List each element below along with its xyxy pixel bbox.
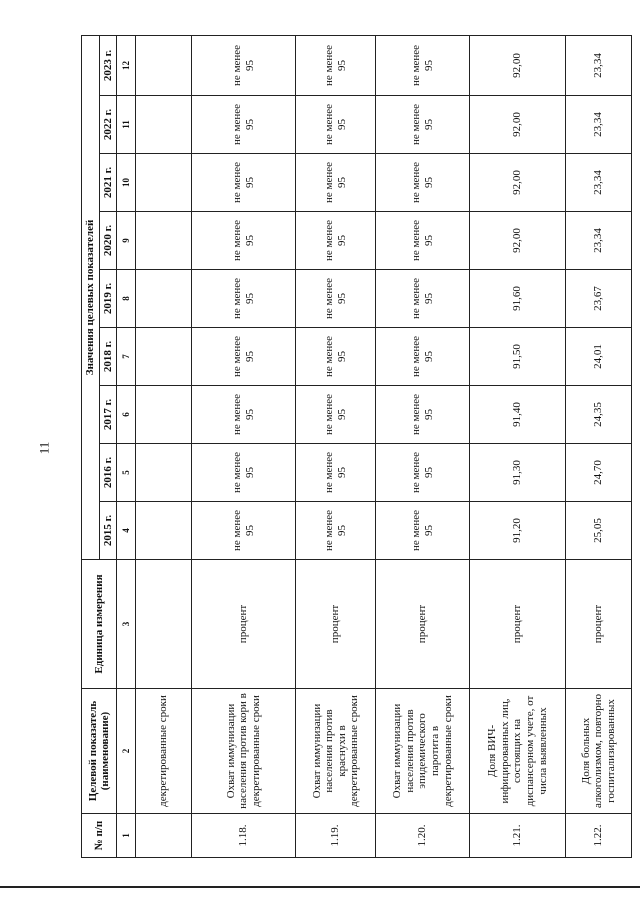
row-value: не менее 95 bbox=[296, 502, 376, 560]
row-value bbox=[136, 96, 192, 154]
header-unit: Единица измерения bbox=[82, 560, 117, 689]
row-value bbox=[136, 502, 192, 560]
row-num: 1.22. bbox=[566, 814, 632, 858]
row-value: не менее 95 bbox=[296, 154, 376, 212]
row-value: не менее 95 bbox=[376, 35, 470, 95]
row-name: Охват иммунизации населения против кори в декретированные сроки bbox=[192, 689, 296, 814]
row-name: Доля ВИЧ-инфицированных лиц, состоящих на диспансерном учете, от числа выявленных bbox=[470, 689, 566, 814]
row-value: не менее 95 bbox=[296, 270, 376, 328]
row-value: не менее 95 bbox=[376, 386, 470, 444]
row-unit: процент bbox=[376, 560, 470, 689]
row-num: 1.21. bbox=[470, 814, 566, 858]
row-value: не менее 95 bbox=[376, 502, 470, 560]
column-index: 7 bbox=[117, 328, 136, 386]
row-value: не менее 95 bbox=[192, 386, 296, 444]
rotated-table-container bbox=[81, 38, 618, 858]
row-value: 92,00 bbox=[470, 154, 566, 212]
row-value: не менее 95 bbox=[296, 328, 376, 386]
row-num: 1.20. bbox=[376, 814, 470, 858]
table-row bbox=[136, 35, 192, 857]
header-year: 2023 г. bbox=[99, 35, 117, 95]
header-year: 2019 г. bbox=[99, 270, 117, 328]
column-index: 10 bbox=[117, 154, 136, 212]
row-value: не менее 95 bbox=[376, 444, 470, 502]
row-unit bbox=[136, 560, 192, 689]
row-value: 24,35 bbox=[566, 386, 632, 444]
header-row-1 bbox=[82, 35, 100, 857]
header-num: № п/п bbox=[82, 814, 117, 858]
row-value: 92,00 bbox=[470, 212, 566, 270]
column-index: 3 bbox=[117, 560, 136, 689]
table-row bbox=[566, 35, 632, 857]
row-value: не менее 95 bbox=[296, 96, 376, 154]
row-value: не менее 95 bbox=[296, 35, 376, 95]
row-value: не менее 95 bbox=[192, 96, 296, 154]
row-value: не менее 95 bbox=[376, 328, 470, 386]
row-value: не менее 95 bbox=[296, 212, 376, 270]
row-value: не менее 95 bbox=[192, 35, 296, 95]
row-value: 92,00 bbox=[470, 96, 566, 154]
row-value: не менее 95 bbox=[192, 270, 296, 328]
row-value: 91,50 bbox=[470, 328, 566, 386]
row-value: 91,30 bbox=[470, 444, 566, 502]
row-value: 91,40 bbox=[470, 386, 566, 444]
row-name: декретированные сроки bbox=[136, 689, 192, 814]
column-index: 9 bbox=[117, 212, 136, 270]
row-value: не менее 95 bbox=[192, 502, 296, 560]
row-value: 23,34 bbox=[566, 96, 632, 154]
page-bottom-rule bbox=[0, 886, 640, 888]
target-indicators-table bbox=[81, 35, 632, 858]
row-unit: процент bbox=[470, 560, 566, 689]
header-indicator: Целевой показатель (наименование) bbox=[82, 689, 117, 814]
row-value bbox=[136, 444, 192, 502]
row-value: 25,05 bbox=[566, 502, 632, 560]
row-value: 24,01 bbox=[566, 328, 632, 386]
column-index: 2 bbox=[117, 689, 136, 814]
column-index: 11 bbox=[117, 96, 136, 154]
row-unit: процент bbox=[566, 560, 632, 689]
row-name: Охват иммунизации населения против краснухи в декретированные сроки bbox=[296, 689, 376, 814]
row-value bbox=[136, 35, 192, 95]
row-unit: процент bbox=[296, 560, 376, 689]
row-value bbox=[136, 270, 192, 328]
row-value: 24,70 bbox=[566, 444, 632, 502]
row-value: 91,60 bbox=[470, 270, 566, 328]
table-row bbox=[296, 35, 376, 857]
row-unit: процент bbox=[192, 560, 296, 689]
row-value: не менее 95 bbox=[192, 328, 296, 386]
page-number: 11 bbox=[36, 441, 52, 455]
row-num bbox=[136, 814, 192, 858]
header-year: 2017 г. bbox=[99, 386, 117, 444]
table-row bbox=[470, 35, 566, 857]
row-value: 23,34 bbox=[566, 35, 632, 95]
row-num: 1.18. bbox=[192, 814, 296, 858]
row-value bbox=[136, 386, 192, 444]
table-row bbox=[192, 35, 296, 857]
column-index: 5 bbox=[117, 444, 136, 502]
row-value: не менее 95 bbox=[376, 96, 470, 154]
row-value bbox=[136, 328, 192, 386]
row-value: не менее 95 bbox=[192, 154, 296, 212]
header-year: 2015 г. bbox=[99, 502, 117, 560]
row-value bbox=[136, 154, 192, 212]
header-year: 2020 г. bbox=[99, 212, 117, 270]
column-index: 4 bbox=[117, 502, 136, 560]
row-name: Охват иммунизации населения против эпидемического паротита в декретированные сроки bbox=[376, 689, 470, 814]
header-values-group: Значения целевых показателей bbox=[82, 35, 100, 559]
header-year: 2021 г. bbox=[99, 154, 117, 212]
row-value: не менее 95 bbox=[296, 444, 376, 502]
column-index-row bbox=[117, 35, 136, 857]
row-num: 1.19. bbox=[296, 814, 376, 858]
row-value: 23,34 bbox=[566, 154, 632, 212]
column-index: 8 bbox=[117, 270, 136, 328]
column-index: 12 bbox=[117, 35, 136, 95]
header-year: 2016 г. bbox=[99, 444, 117, 502]
header-year: 2022 г. bbox=[99, 96, 117, 154]
column-index: 6 bbox=[117, 386, 136, 444]
row-value: 92,00 bbox=[470, 35, 566, 95]
row-value: не менее 95 bbox=[376, 212, 470, 270]
header-year: 2018 г. bbox=[99, 328, 117, 386]
row-value bbox=[136, 212, 192, 270]
row-value: 91,20 bbox=[470, 502, 566, 560]
row-value: не менее 95 bbox=[296, 386, 376, 444]
row-name: Доля больных алкоголизмом, повторно госпитализированных bbox=[566, 689, 632, 814]
row-value: не менее 95 bbox=[376, 270, 470, 328]
row-value: 23,34 bbox=[566, 212, 632, 270]
row-value: не менее 95 bbox=[192, 212, 296, 270]
row-value: не менее 95 bbox=[192, 444, 296, 502]
column-index: 1 bbox=[117, 814, 136, 858]
row-value: не менее 95 bbox=[376, 154, 470, 212]
table-row bbox=[376, 35, 470, 857]
row-value: 23,67 bbox=[566, 270, 632, 328]
